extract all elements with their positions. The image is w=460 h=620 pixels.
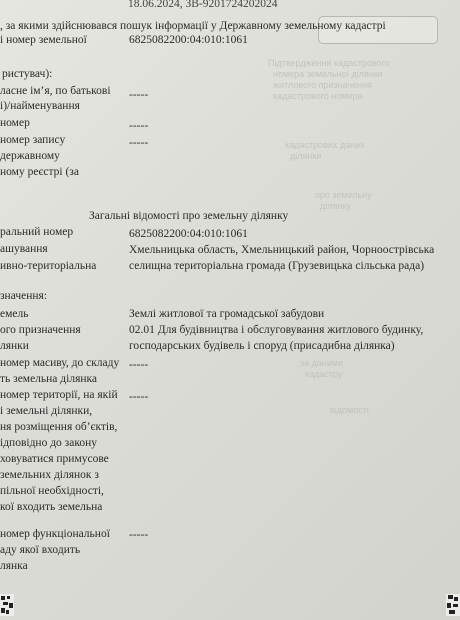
territory-label: номер території, на якій (0, 389, 118, 401)
functional-label: аду якої входить (0, 544, 81, 556)
qr-code-fragment (0, 594, 14, 616)
owner-number-label: номер (0, 117, 30, 129)
massif-label: номер масиву, до складу (0, 357, 120, 369)
massif-label: ть земельна ділянка (0, 373, 98, 385)
bleed-through-text: кадастрових даних ділянки (285, 140, 365, 161)
general-cadastral-value: 6825082200:04:010:1061 (129, 228, 248, 240)
location-label: ивно-територіальна (0, 260, 97, 272)
territory-label: і земельні ділянки, (0, 405, 93, 417)
bleed-through-text: відомості (330, 405, 369, 415)
category-label: емель (0, 308, 29, 320)
territory-label: земельних ділянок з (0, 469, 99, 481)
general-cadastral-label: ральний номер (0, 226, 74, 238)
territory-label: пільної необхідності, (0, 485, 104, 497)
owner-record-label: номер запису (0, 134, 66, 146)
territory-label: кої входить земельна (0, 501, 103, 513)
owner-registry-label: ному реєстрі (за (0, 166, 79, 178)
cadastral-value: 6825082200:04:010:1061 (129, 34, 248, 46)
territory-label: ня розміщення об’єктів, (0, 421, 118, 433)
owner-name-label: ласне ім’я, по батькові (0, 85, 111, 97)
category-value: Землі житлової та громадської забудови (129, 308, 325, 320)
functional-label: номер функціональної (0, 528, 110, 540)
bleed-through-text: за даними кадастру (300, 358, 344, 379)
owner-record-value: ----- (129, 137, 149, 149)
owner-number-value: ----- (129, 120, 149, 132)
bleed-through-text: Підтвердження кадастрового номера земельної ділянки житлового призначення кадастрового номера (268, 58, 390, 101)
owner-heading: ристувач): (2, 68, 53, 80)
purpose-heading: значення: (0, 290, 48, 302)
massif-value: ----- (129, 359, 149, 371)
bleed-through-text: про земельну ділянку (315, 190, 372, 211)
territory-label: ідповідно до закону (0, 437, 97, 449)
functional-value: ----- (129, 529, 149, 541)
territory-label: ховуватися примусове (0, 453, 109, 465)
purpose-label: ого призначення (0, 324, 81, 336)
owner-name-label: і)/найменування (0, 100, 80, 112)
date-line: 18.06.2024, ЗВ-9201724202024 (128, 0, 278, 10)
owner-name-value: ----- (129, 89, 149, 101)
purpose-label: лянки (0, 340, 29, 352)
location-value: Хмельницька область, Хмельницький район, Чорноострівська селищна територіальна громада (Грузевицька сільська рада) (129, 244, 435, 272)
qr-code-fragment (446, 594, 460, 616)
search-line: , за якими здійснювався пошук інформації у Державному земельному кадастрі (0, 20, 386, 32)
general-title: Загальні відомості про земельну ділянку (89, 210, 289, 222)
territory-value: ----- (129, 391, 149, 403)
location-label: ашування (0, 243, 48, 255)
functional-label: лянка (0, 560, 28, 572)
cadastral-label: і номер земельної (0, 34, 87, 46)
owner-registry-label: державному (0, 150, 60, 162)
purpose-value: 02.01 Для будівництва і обслуговування житлового будинку, господарських будівель і споруд (присадибна ділянка) (129, 324, 424, 352)
